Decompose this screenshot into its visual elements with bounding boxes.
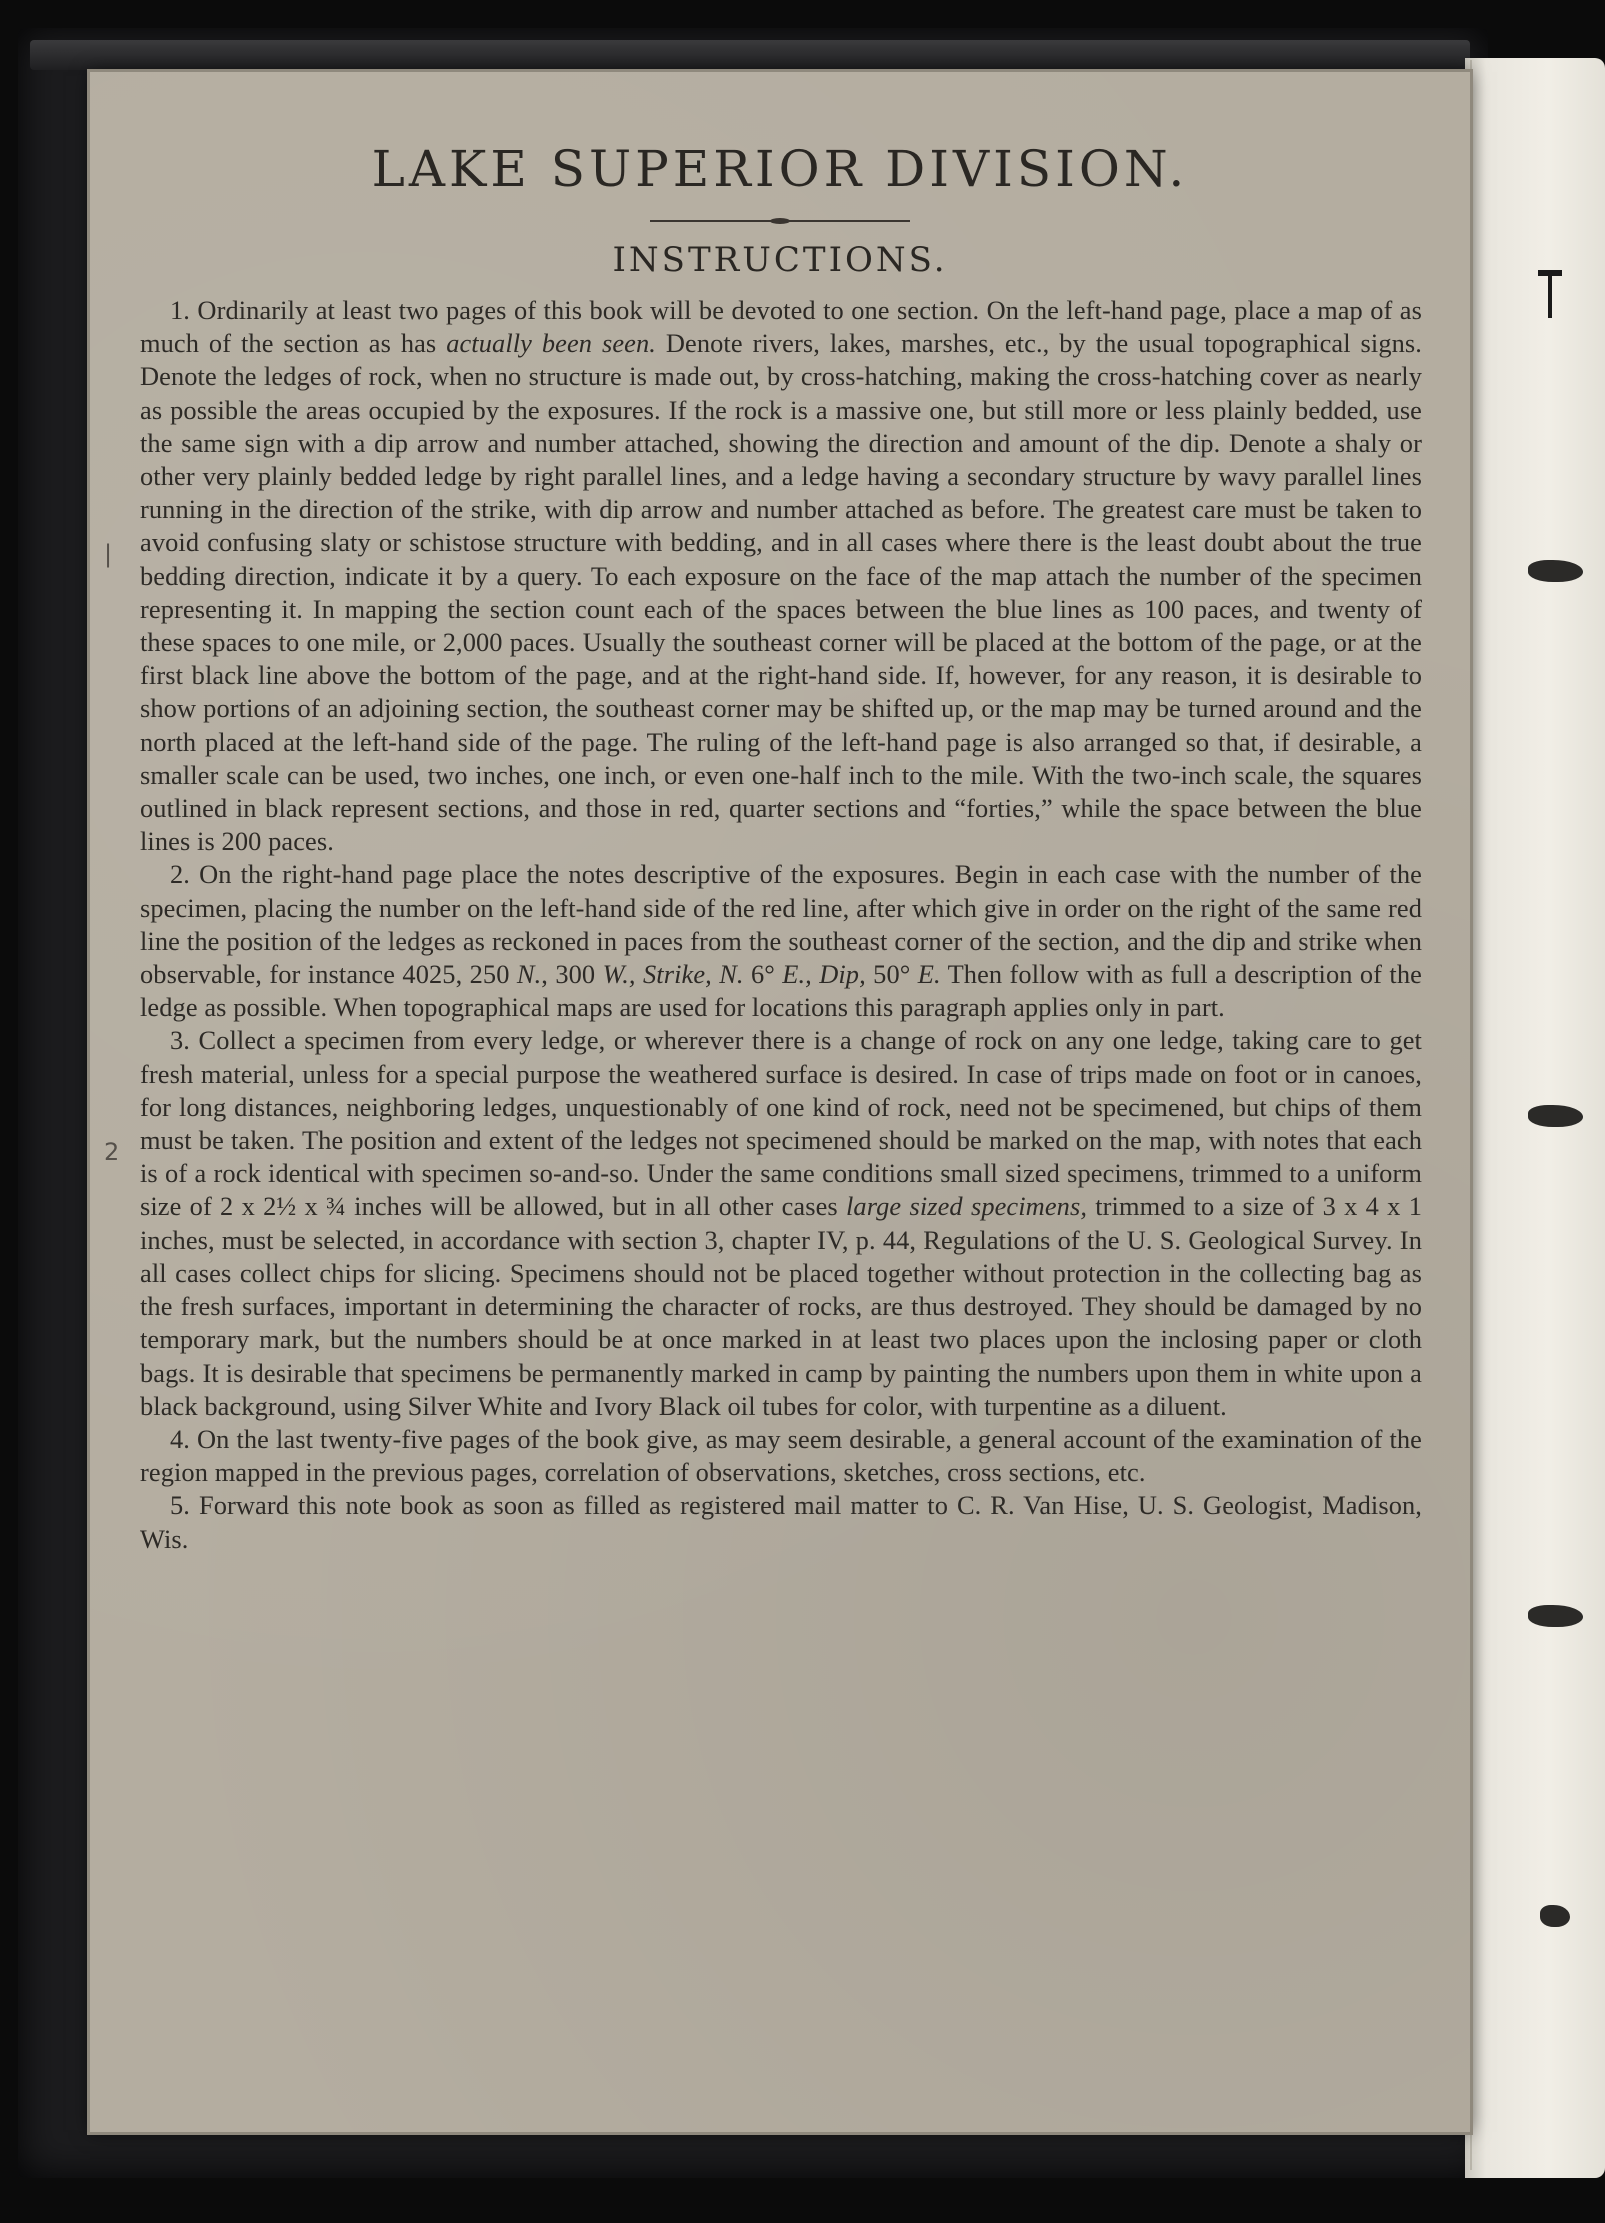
instructions-body (140, 294, 1422, 1556)
section-heading: INSTRUCTIONS. (612, 240, 948, 280)
binding-hole-mark (1528, 560, 1583, 582)
instruction-emphasis: actually been seen. (446, 328, 656, 359)
binding-hole-mark (1528, 1605, 1583, 1627)
margin-pencil-mark: 2 (104, 1138, 120, 1166)
instruction-emphasis: E., Dip, (782, 959, 866, 990)
instruction-number: 1. (170, 295, 198, 325)
instruction-text: Then follow with as full a description of the ledge as possible. When topographical maps are used for locations this paragraph applies only in part. (140, 959, 1422, 1023)
binding-hole-mark (1540, 1905, 1570, 1927)
instruction-text: Denote rivers, lakes, marshes, etc., by the usual topographical signs. Denote the ledges of rock, when no structure is made out, by cross-hatching, making the cross-hatching cover as nearly as possible the areas occupied by the exposures. If the rock is a massive one, but still more or less plainly bedded, use the same sign with a dip arrow and number attached, showing the direction and amount of the dip. Denote a shaly or other very plainly bedded ledge by right parallel lines, and a ledge having a secondary structure by wavy parallel lines running in the direction of the strike, with dip arrow and number attached as before. The greatest care must be taken to avoid confusing slaty or schistose structure with bedding, and in all cases where there is the least doubt about the true bedding direction, indicate it by a query. To each exposure on the face of the map attach the number of the specimen representing it. In mapping the section count each of the spaces between the blue lines as 100 paces, and twenty of these spaces to one mile, or 2,000 paces. Usually the southeast corner will be placed at the bottom of the page, or at the first black line above the bottom of the page, and at the right-hand side. If, however, for any reason, it is desirable to show portions of an adjoining section, the southeast corner may be shifted up, or the map may be turned around and the north placed at the left-hand side of the page. The ruling of the left-hand page is also arranged so that, if desirable, a smaller scale can be used, two inches, one inch, or even one-half inch to the mile. With the two-inch scale, the squares outlined in black represent sections, and those in red, quarter sections and “forties,” while the space between the blue lines is 200 paces. (140, 328, 1422, 857)
instruction-emphasis: E. (917, 959, 941, 990)
instruction-text: 50° (865, 959, 918, 990)
instruction-paragraph (140, 858, 1422, 1024)
page-tab-mark (1538, 270, 1562, 318)
margin-pencil-mark: | (104, 540, 113, 568)
instruction-number: 3. (170, 1025, 199, 1056)
instruction-number: 4. (170, 1423, 197, 1454)
page-gutter-line (1470, 60, 1472, 2170)
instruction-text: Ordinarily at least two pages of this book will be devoted to one section. On the left-hand page, place a map of as much of the section as has (140, 295, 1422, 359)
instruction-text: On the right-hand page place the notes descriptive of the exposures. Begin in each case with the number of the specimen, placing the number on the left-hand side of the red line, after which give in order on the right of the same red line the position of the ledges as reckoned in paces from the southeast corner of the section, and the dip and strike when observable, for instance 4025, 250 (140, 859, 1422, 990)
binding-hole-mark (1528, 1105, 1583, 1127)
instruction-paragraph (140, 294, 1422, 858)
instruction-text: trimmed to a size of 3 x 4 x 1 inches, must be selected, in accordance with section 3, chapter IV, p. 44, Regulations of the U. S. Geological Survey. In all cases collect chips for slicing. Specimens should not be placed together without protection in the collecting bag as the fresh surfaces, important in determining the character of rocks, are thus destroyed. They should be damaged by no temporary mark, but the numbers should be at once marked in at least two places upon the inclosing paper or cloth bags. It is desirable that specimens be permanently marked in camp by painting the numbers upon them in white upon a black background, using Silver White and Ivory Black oil tubes for color, with turpentine as a diluent. (140, 1191, 1422, 1421)
page-title: LAKE SUPERIOR DIVISION. (371, 140, 1189, 198)
instruction-text: , 300 (541, 959, 603, 990)
instruction-text: Forward this note book as soon as filled as registered mail matter to C. R. Van Hise, U. S. Geologist, Madison, Wis. (140, 1490, 1422, 1554)
instruction-paragraph (140, 1423, 1422, 1489)
instruction-emphasis: W., Strike, N. (602, 959, 744, 990)
instruction-paragraph (140, 1024, 1422, 1422)
instruction-text: On the last twenty-five pages of the book give, as may seem desirable, a general account of the examination of the region mapped in the previous pages, correlation of observations, sketches, cross sections, etc. (140, 1423, 1422, 1488)
title-divider (650, 220, 910, 222)
instructions-sheet (90, 72, 1470, 2132)
instruction-text: Collect a specimen from every ledge, or wherever there is a change of rock on any one ledge, taking care to get fresh material, unless for a special purpose the weathered surface is desired. In case of trips made on foot or in canoes, for long distances, neighboring ledges, unquestionably of one kind of rock, need not be specimened, but chips of them must be taken. The position and extent of the ledges not specimened should be marked on the map, with notes that each is of a rock identical with specimen so-and-so. Under the same conditions small sized specimens, trimmed to a uniform size of 2 x 2½ x ¾ inches will be allowed, but in all other cases (140, 1025, 1422, 1222)
instruction-emphasis: N. (516, 959, 542, 990)
instruction-number: 2. (170, 859, 200, 890)
cover-top-edge (30, 40, 1470, 70)
instruction-text: 6° (743, 959, 783, 990)
instruction-emphasis: large sized specimens, (846, 1191, 1088, 1222)
instruction-paragraph (140, 1489, 1422, 1555)
instruction-number: 5. (170, 1490, 199, 1521)
